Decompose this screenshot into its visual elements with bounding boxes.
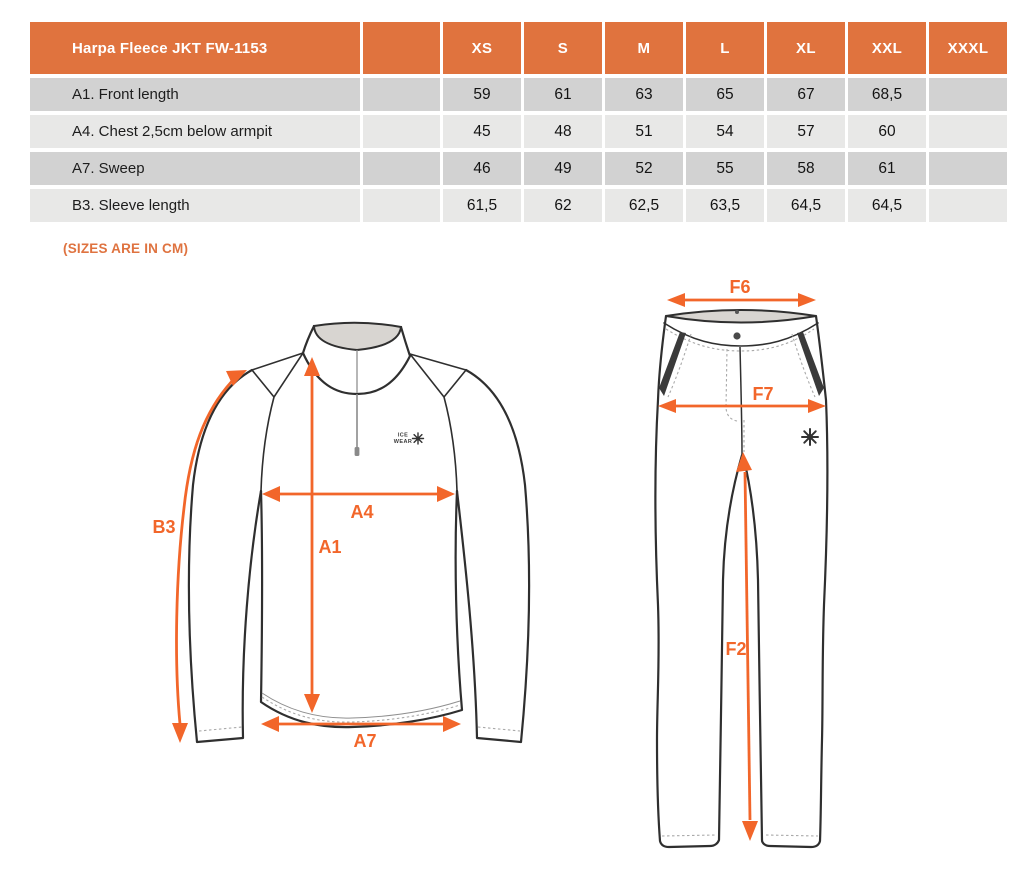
jacket-body <box>261 491 462 727</box>
col-header-l: L <box>686 22 764 74</box>
measure-label-a4: A4 <box>350 502 374 522</box>
row-label-front-length: A1. Front length <box>30 78 360 111</box>
measure-label-b3: B3 <box>152 517 176 537</box>
row-label-sleeve-length: B3. Sleeve length <box>30 189 360 222</box>
cell-value: 62 <box>524 189 602 222</box>
measure-arrow-b3 <box>172 370 247 743</box>
jacket-zipper <box>355 350 360 456</box>
measure-arrow-a4 <box>262 486 455 502</box>
cell-value: 51 <box>605 115 683 148</box>
cell-value: 64,5 <box>848 189 926 222</box>
cell-value: 49 <box>524 152 602 185</box>
row-spacer <box>363 189 440 222</box>
cell-value: 59 <box>443 78 521 111</box>
row-label-sweep: A7. Sweep <box>30 152 360 185</box>
cell-value: 46 <box>443 152 521 185</box>
cell-value: 55 <box>686 152 764 185</box>
cell-value: 64,5 <box>767 189 845 222</box>
table-header-spacer <box>363 22 440 74</box>
cell-value <box>929 78 1007 111</box>
col-header-xxl: XXL <box>848 22 926 74</box>
cell-value: 62,5 <box>605 189 683 222</box>
jacket-yoke-seams <box>252 353 466 491</box>
measure-arrow-a1 <box>304 357 320 713</box>
brand-text-line2: WEAR <box>393 439 413 445</box>
size-chart-table <box>30 22 1007 222</box>
cell-value: 48 <box>524 115 602 148</box>
col-header-s: S <box>524 22 602 74</box>
pants-fly <box>726 347 744 454</box>
cell-value: 61,5 <box>443 189 521 222</box>
pants-diagram <box>630 275 860 870</box>
measure-label-a7: A7 <box>353 731 377 751</box>
cell-value: 67 <box>767 78 845 111</box>
cell-value: 52 <box>605 152 683 185</box>
waist-button <box>733 332 740 339</box>
cell-value: 61 <box>848 152 926 185</box>
back-rivet <box>735 310 739 314</box>
cell-value: 45 <box>443 115 521 148</box>
cell-value: 61 <box>524 78 602 111</box>
zipper-pull <box>355 447 360 456</box>
measure-label-f2: F2 <box>725 639 747 659</box>
col-header-xs: XS <box>443 22 521 74</box>
cell-value: 65 <box>686 78 764 111</box>
cell-value: 63 <box>605 78 683 111</box>
col-header-m: M <box>605 22 683 74</box>
cell-value: 57 <box>767 115 845 148</box>
row-spacer <box>363 152 440 185</box>
col-header-xxxl: XXXL <box>929 22 1007 74</box>
col-header-xl: XL <box>767 22 845 74</box>
cell-value <box>929 152 1007 185</box>
cell-value: 58 <box>767 152 845 185</box>
brand-text-line1: ICE <box>397 432 409 439</box>
snowflake-logo-icon <box>802 429 818 445</box>
cell-value: 63,5 <box>686 189 764 222</box>
brand-logo <box>394 433 424 446</box>
row-spacer <box>363 115 440 148</box>
cell-value: 54 <box>686 115 764 148</box>
cell-value <box>929 189 1007 222</box>
cell-value: 60 <box>848 115 926 148</box>
unit-note: (SIZES ARE IN CM) <box>63 241 189 256</box>
snowflake-icon <box>413 433 424 444</box>
row-label-chest: A4. Chest 2,5cm below armpit <box>30 115 360 148</box>
cell-value <box>929 115 1007 148</box>
measure-label-a1: A1 <box>318 537 342 557</box>
jacket-sleeves <box>189 370 529 742</box>
measure-label-f7: F7 <box>752 384 774 404</box>
cell-value: 68,5 <box>848 78 926 111</box>
measure-label-f6: F6 <box>729 277 751 297</box>
row-spacer <box>363 78 440 111</box>
table-title: Harpa Fleece JKT FW-1153 <box>30 22 360 74</box>
jacket-diagram <box>130 280 560 775</box>
